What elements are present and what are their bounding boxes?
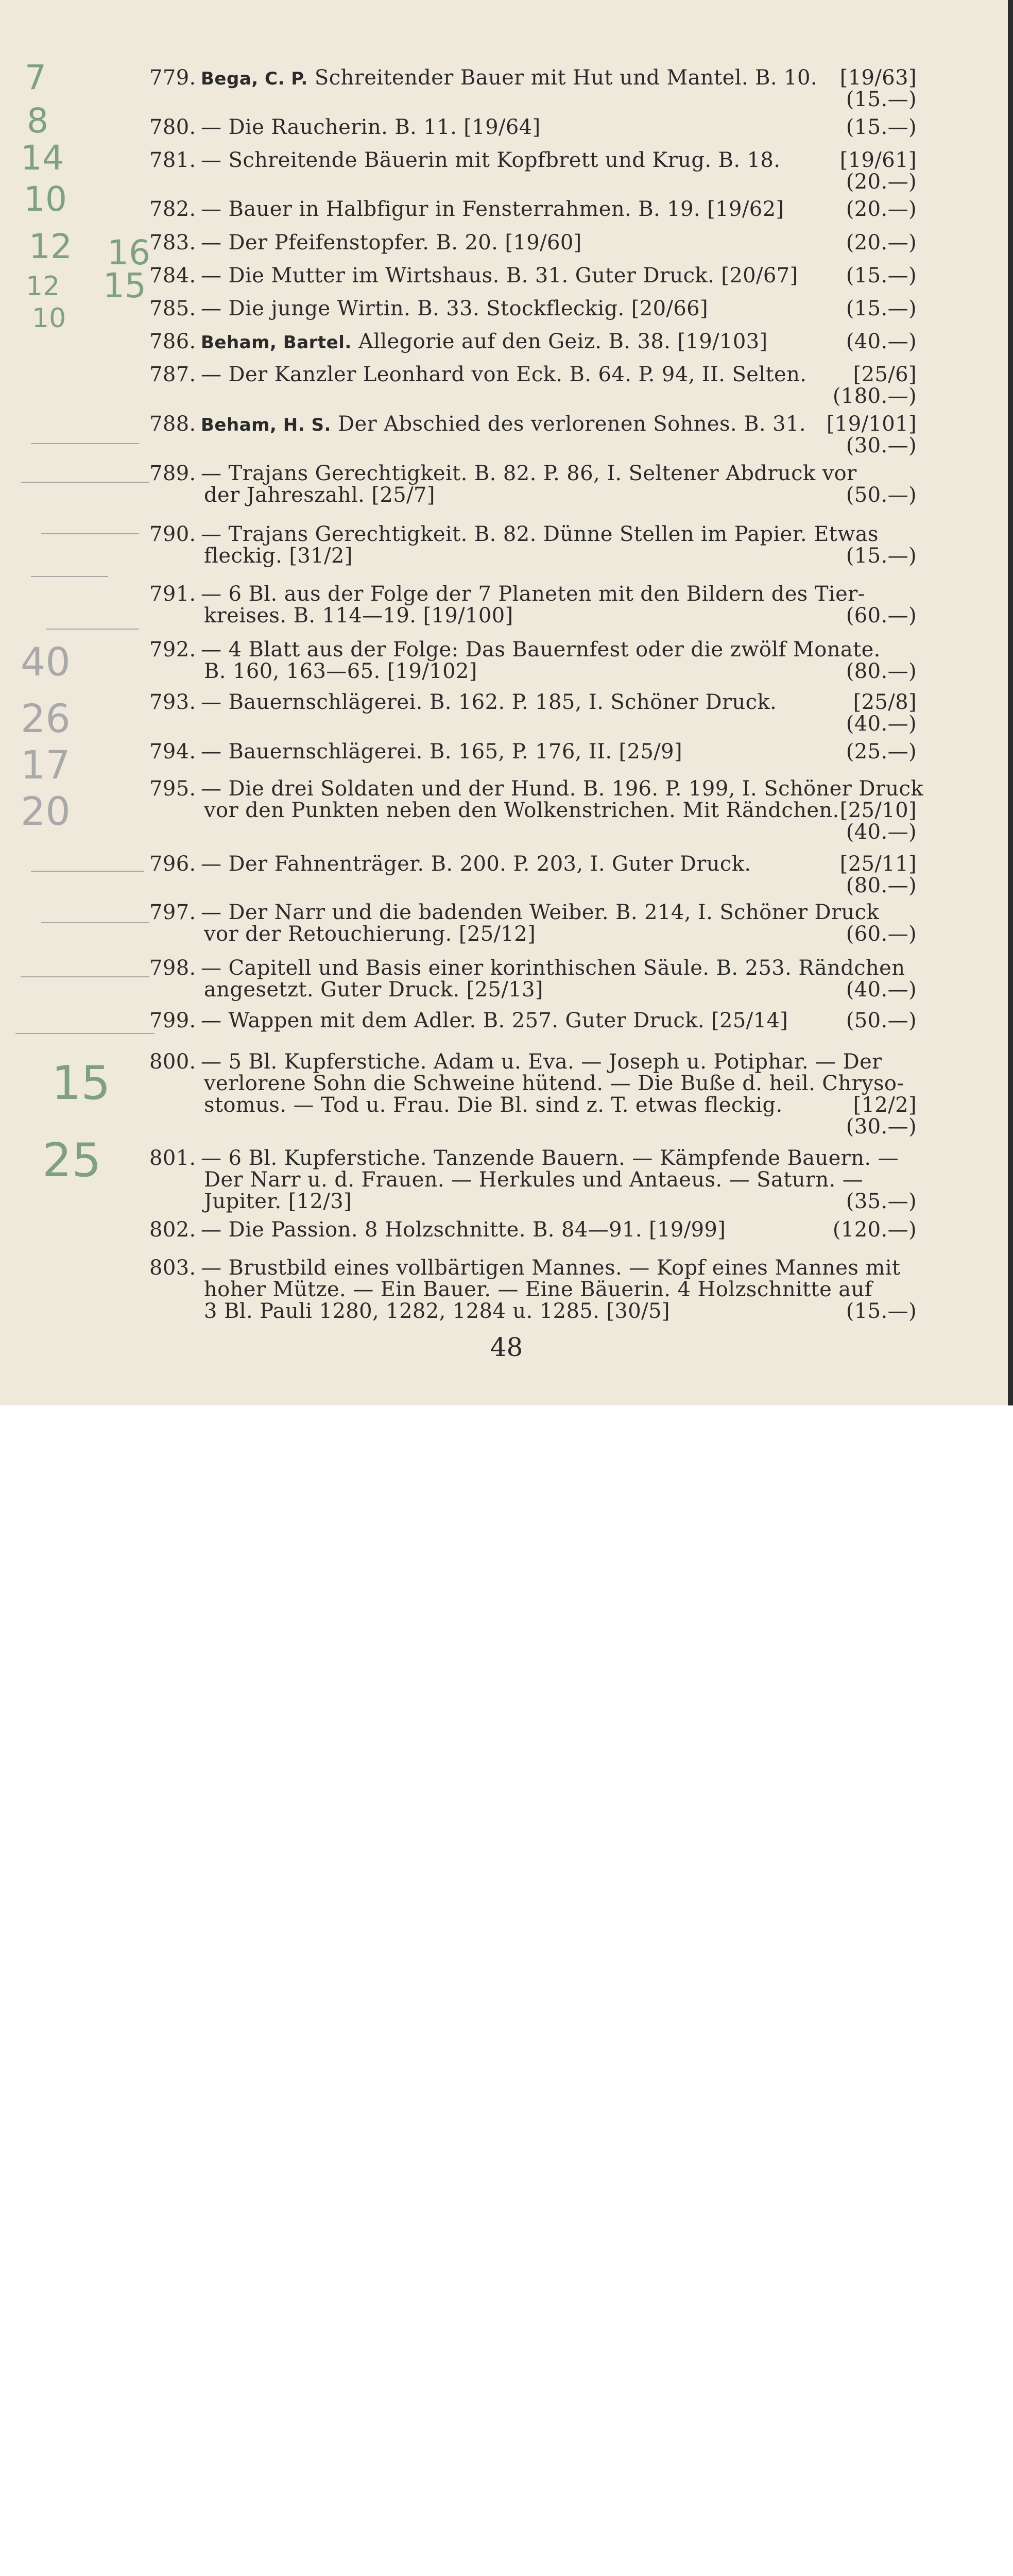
lot-price: (40.—) (846, 820, 917, 844)
lot-description: vor der Retouchierung. [25/12] (204, 922, 536, 946)
footer (0, 1405, 1013, 1480)
lot-description: hoher Mütze. — Ein Bauer. — Eine Bäuerin. 4 Holzschnitte auf (204, 1278, 872, 1301)
scan-edge (1008, 0, 1013, 1405)
lot-number: 783. (149, 231, 196, 255)
catalog-entry (149, 1010, 917, 1031)
lot-price: (15.—) (846, 1299, 917, 1323)
lot-description: stomus. — Tod u. Frau. Die Bl. sind z. T. etwas fleckig. (204, 1093, 783, 1117)
entry-line (149, 523, 917, 545)
artist-name: Bega, C. P. (201, 69, 308, 89)
lot-description: vor den Punkten neben den Wolkenstrichen. Mit Rändchen. (204, 799, 839, 822)
margin-note: 14 (21, 138, 64, 178)
lot-reference: [19/61] (839, 148, 917, 172)
lot-reference: [19/101] (826, 412, 917, 436)
entry-line (149, 1257, 917, 1279)
lot-number: 796. (149, 852, 196, 876)
catalog-entry (149, 583, 917, 626)
margin-note: 25 (42, 1133, 101, 1188)
lot-price: (50.—) (846, 1009, 917, 1032)
entry-line (149, 331, 917, 352)
lot-number: 784. (149, 264, 196, 287)
lot-description: — Bauer in Halbfigur in Fensterrahmen. B. 19. [19/62] (201, 197, 784, 221)
margin-note: 10 (32, 303, 66, 334)
entry-line (149, 435, 917, 456)
lot-reference: [19/63] (839, 66, 917, 90)
lot-number: 782. (149, 197, 196, 221)
entry-line (149, 1116, 917, 1138)
margin-rule (21, 976, 149, 977)
margin-note: 15 (103, 266, 146, 306)
lot-description: der Jahreszahl. [25/7] (204, 483, 435, 507)
lot-description: — Brustbild eines vollbärtigen Mannes. — Kopf eines Mannes mit (201, 1256, 901, 1280)
catalog-entry (149, 853, 917, 896)
catalog-entry (149, 691, 917, 735)
artist-name: Beham, Bartel. (201, 332, 352, 353)
lot-description: — Die Mutter im Wirtshaus. B. 31. Guter Druck. [20/67] (201, 264, 798, 287)
margin-rule (41, 922, 149, 923)
entry-line (149, 413, 917, 435)
catalog-entry (149, 149, 917, 193)
catalog-entry (149, 298, 917, 319)
entry-line (149, 116, 917, 138)
catalog-entry (149, 639, 917, 682)
lot-description: — Bauernschlägerei. B. 165, P. 176, II. [25/9] (201, 740, 682, 764)
margin-note: 8 (27, 101, 48, 141)
entry-line (149, 957, 917, 979)
margin-note: 12 (26, 271, 60, 302)
lot-description: — 6 Bl. aus der Folge der 7 Planeten mit den Bildern des Tier- (201, 582, 865, 606)
entry-line (149, 1073, 917, 1094)
lot-price: (30.—) (846, 1115, 917, 1139)
lot-description: — 5 Bl. Kupferstiche. Adam u. Eva. — Joseph u. Potiphar. — Der (201, 1050, 882, 1074)
lot-description: Der Narr u. d. Frauen. — Herkules und Antaeus. — Saturn. — (204, 1168, 864, 1192)
entry-line (149, 171, 917, 193)
lot-number: 793. (149, 690, 196, 714)
lot-number: 781. (149, 148, 196, 172)
lot-number: 779. (149, 66, 196, 90)
lot-number: 799. (149, 1009, 196, 1032)
lot-number: 801. (149, 1146, 196, 1170)
entry-line (149, 149, 917, 171)
lot-number: 800. (149, 1050, 196, 1074)
entry-line (149, 1147, 917, 1169)
lot-price: (15.—) (846, 88, 917, 111)
lot-price: (60.—) (846, 922, 917, 946)
lot-number: 790. (149, 522, 196, 546)
margin-rule (21, 482, 149, 483)
catalog-entry (149, 741, 917, 762)
catalog-entry (149, 116, 917, 138)
entry-line (149, 741, 917, 762)
lot-price: (15.—) (846, 544, 917, 568)
entry-line (149, 1169, 917, 1191)
lot-reference: [25/11] (839, 852, 917, 876)
lot-description: — 6 Bl. Kupferstiche. Tanzende Bauern. — Kämpfende Bauern. — (201, 1146, 899, 1170)
entry-line (149, 1279, 917, 1300)
entry-line (149, 902, 917, 923)
lot-description: — Bauernschlägerei. B. 162. P. 185, I. Schöner Druck. (201, 690, 777, 714)
margin-note: 12 (29, 227, 72, 266)
lot-description: Der Abschied des verlorenen Sohnes. B. 31. (331, 412, 806, 436)
lot-description: — Die drei Soldaten und der Hund. B. 196. P. 199, I. Schöner Druck (201, 777, 923, 801)
lot-description: — Die Raucherin. B. 11. [19/64] (201, 115, 541, 139)
entry-line (149, 821, 917, 843)
lot-number: 789. (149, 462, 196, 485)
entry-line (149, 1094, 917, 1116)
lot-description: — Capitell und Basis einer korinthischen Säule. B. 253. Rändchen (201, 956, 905, 980)
margin-rule (15, 1033, 154, 1034)
lot-price: (180.—) (832, 384, 917, 408)
lot-description: verlorene Sohn die Schweine hütend. — Die Buße d. heil. Chryso- (204, 1072, 904, 1095)
lot-reference: [25/6] (853, 363, 917, 386)
lot-description: B. 160, 163—65. [19/102] (204, 659, 477, 683)
catalog-entry (149, 902, 917, 945)
lot-number: 788. (149, 412, 196, 436)
lot-price: (40.—) (846, 712, 917, 736)
catalog-entry (149, 67, 917, 110)
entry-line (149, 67, 917, 89)
entry-line (149, 298, 917, 319)
lot-description: — Wappen mit dem Adler. B. 257. Guter Druck. [25/14] (201, 1009, 788, 1032)
pencil-note: 26 (21, 696, 71, 741)
entry-line (149, 979, 917, 1001)
entry-line (149, 545, 917, 567)
entry-line (149, 1010, 917, 1031)
lot-number: 803. (149, 1256, 196, 1280)
lot-number: 797. (149, 901, 196, 924)
lot-reference: [25/8] (853, 690, 917, 714)
lot-description: — Trajans Gerechtigkeit. B. 82. P. 86, I. Seltener Abdruck vor (201, 462, 857, 485)
entry-line (149, 800, 917, 821)
entry-line (149, 777, 923, 801)
lot-description: — Die Passion. 8 Holzschnitte. B. 84—91. [19/99] (201, 1218, 726, 1242)
margin-rule (46, 629, 139, 630)
lot-description: — Der Narr und die badenden Weiber. B. 214, I. Schöner Druck (201, 901, 880, 924)
catalog-entry (149, 232, 917, 253)
catalog-entry (149, 1257, 917, 1322)
entry-line (149, 660, 917, 682)
lot-price: (15.—) (846, 115, 917, 139)
margin-rule (31, 871, 144, 872)
entry-line (149, 713, 917, 735)
catalog-entry (149, 265, 917, 286)
entry-line (149, 463, 917, 484)
lot-description: — 4 Blatt aus der Folge: Das Bauernfest oder die zwölf Monate. (201, 638, 881, 662)
entry-line (149, 583, 917, 605)
lot-number: 802. (149, 1218, 196, 1242)
catalog-entry (149, 957, 917, 1001)
margin-rule (31, 443, 139, 444)
margin-note: 7 (25, 58, 46, 97)
entry-line (149, 639, 917, 660)
artist-name: Beham, H. S. (201, 415, 331, 435)
catalog-entry (149, 364, 917, 407)
catalog-entry (149, 198, 917, 220)
lot-description: — Der Kanzler Leonhard von Eck. B. 64. P. 94, II. Selten. (201, 363, 807, 386)
entry-line (149, 1219, 917, 1241)
entry-line (149, 1191, 917, 1212)
lot-description: kreises. B. 114—19. [19/100] (204, 604, 513, 628)
lot-number: 798. (149, 956, 196, 980)
catalog-entry (149, 777, 923, 844)
lot-description: — Die junge Wirtin. B. 33. Stockfleckig. [20/66] (201, 297, 709, 320)
entry-line (149, 923, 917, 945)
margin-note: 16 (107, 233, 150, 273)
entry-line (149, 691, 917, 713)
lot-price: (80.—) (846, 659, 917, 683)
lot-number: 786. (149, 330, 196, 353)
lot-price: (120.—) (832, 1218, 917, 1242)
lot-description: — Der Fahnenträger. B. 200. P. 203, I. Guter Druck. (201, 852, 751, 876)
catalog-entry (149, 1147, 917, 1212)
margin-note: 15 (51, 1056, 111, 1110)
lot-price: (40.—) (846, 330, 917, 353)
lot-price: (50.—) (846, 483, 917, 507)
lot-price: (15.—) (846, 264, 917, 287)
entry-line (149, 198, 917, 220)
entry-line (149, 1300, 917, 1322)
lot-description: — Schreitende Bäuerin mit Kopfbrett und Krug. B. 18. (201, 148, 781, 172)
lot-price: (20.—) (846, 170, 917, 194)
lot-number: 785. (149, 297, 196, 320)
lot-price: (35.—) (846, 1190, 917, 1213)
lot-price: (60.—) (846, 604, 917, 628)
margin-rule (41, 533, 139, 534)
lot-price: (40.—) (846, 978, 917, 1002)
lot-number: 795. (149, 777, 196, 801)
entry-line (149, 875, 917, 896)
entry-line (149, 265, 917, 286)
page-number: 48 (490, 1332, 523, 1362)
lot-price: (30.—) (846, 434, 917, 457)
catalog-entry (149, 1219, 917, 1241)
lot-price: (15.—) (846, 297, 917, 320)
entry-line (149, 232, 917, 253)
lot-price: (20.—) (846, 197, 917, 221)
lot-description: angesetzt. Guter Druck. [25/13] (204, 978, 543, 1002)
lot-description: Jupiter. [12/3] (204, 1190, 352, 1213)
lot-reference: [12/2] (853, 1093, 917, 1117)
margin-rule (31, 576, 108, 577)
catalog-entry (149, 413, 917, 456)
lot-description: 3 Bl. Pauli 1280, 1282, 1284 u. 1285. [30/5] (204, 1299, 670, 1323)
lot-price: (25.—) (846, 740, 917, 764)
lot-number: 792. (149, 638, 196, 662)
lot-description: — Trajans Gerechtigkeit. B. 82. Dünne Stellen im Papier. Etwas (201, 522, 879, 546)
entry-line (149, 605, 917, 626)
entry-line (149, 853, 917, 875)
lot-number: 791. (149, 582, 196, 606)
entry-line (149, 364, 917, 385)
entry-line (149, 89, 917, 110)
lot-price: (80.—) (846, 874, 917, 897)
pencil-note: 17 (21, 742, 71, 788)
catalog-entry (149, 331, 917, 352)
lot-description: Allegorie auf den Geiz. B. 38. [19/103] (351, 330, 768, 353)
lot-number: 794. (149, 740, 196, 764)
entry-line (149, 1051, 917, 1073)
lot-number: 780. (149, 115, 196, 139)
pencil-note: 20 (21, 788, 71, 834)
margin-note: 10 (24, 179, 67, 219)
lot-number: 787. (149, 363, 196, 386)
lot-description: fleckig. [31/2] (204, 544, 353, 568)
catalog-entry (149, 1051, 917, 1138)
pencil-note: 40 (21, 639, 71, 685)
lot-price: (20.—) (846, 231, 917, 255)
catalog-entry (149, 523, 917, 567)
catalog-entry (149, 463, 917, 506)
lot-description: — Der Pfeifenstopfer. B. 20. [19/60] (201, 231, 582, 255)
lot-description: Schreitender Bauer mit Hut und Mantel. B. 10. (307, 66, 817, 90)
lot-reference: [25/10] (839, 799, 917, 822)
entry-line (149, 484, 917, 506)
entry-line (149, 385, 917, 407)
